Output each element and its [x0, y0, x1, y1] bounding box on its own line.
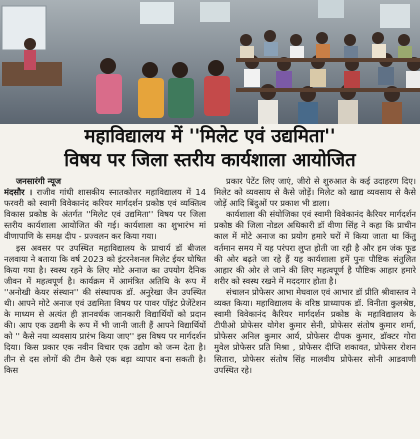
- headline-line-2: विषय पर जिला स्तरीय कार्यशाला आयोजित: [64, 150, 356, 171]
- paragraph: संचालन प्रोफेसर आभा मेघवाल एवं आभार डॉ प्रीति श्रीवास्तव ने व्यक्त किया। महाविद्यालय के वरिष्ठ प्राध्यापक डॉ. विनीता कुलश्रेष्ठ, स्वामी विवेकानंद कैरियर मार्गदर्शन प्रकोष्ठ के महाविद्यालय के टीपीओ प्रोफेसर योगेश कुमार सेनी, प्रोफेसर संतोष कुमार शर्मा, प्रोफेसर अनिल कुमार आर्य, प्रोफेसर दीपक कुमार, डॉक्टर गोरा मुवेल प्रोफेसर प्रति मिश्रा , प्रोफेसर दीप्ति शकावत, प्रोफेसर रोशन सितारा, प्रोफेसर संतोष सिंह मालवीय प्रोफेसर सोनी आडवाणी उपस्थित रहे।: [214, 286, 416, 375]
- dateline: मंदसौर ।: [4, 187, 33, 198]
- paragraph: राजीव गांधी शासकीय स्नातकोत्तर महाविद्यालय में 14 फरवरी को स्वामी विवेकानंद करियर मार्गदर्शन प्रकोष्ठ एवं व्यक्तित्व विकास प्रकोष्ठ के अंतर्गत ''मिलेट एवं उद्यमिता'' विषय पर जिला स्तरीय कार्यशाला आयोजित की गई। कार्यशाला का शुभारंभ मां वीणापाणि के समक्ष दीप - प्रज्वलन कर किया गया।: [4, 187, 206, 242]
- article-column-1: [4, 176, 206, 438]
- paragraph: कार्यशाला की संयोजिका एवं स्वामी विवेकानंद कैरियर मार्गदर्शन प्रकोष्ठ की जिला नोडल अधिकारी डॉ वीणा सिंह ने कहा कि प्राचीन काल में मोटे अनाज का प्रयोग हमारे घरों में किया जाता था किंतु वर्तमान समय में यह परंपरा लुप्त होती जा रही है और हम जंक फूड की ओर बढ़ते जा रहे हैं यह कार्यशाला हमें पुनः पौष्टिक संतुलित आहार की ओर ले जाने की लिए महत्वपूर्ण है पौष्टिक आहार हमारे शरीर को स्वस्थ रखने में मददगार होता है।: [214, 209, 416, 286]
- event-photo: [0, 0, 420, 124]
- article-column-2: [214, 176, 416, 438]
- headline-line-1: महाविद्यालय में ''मिलेट एवं उद्यमिता'': [84, 126, 336, 147]
- byline: जनसारंगी न्यूज: [16, 176, 62, 186]
- paragraph: प्रकार पेटेंट लिए जाएं, जीरो से शुरुआत के कई उदाहरण दिए। मिलेट को व्यवसाय से कैसे जोड़ें। मिलेट को खाद्य व्यवसाय से कैसे जोड़ें आदि बिंदुओं पर प्रकाश भी डाला।: [214, 176, 416, 209]
- article-body: [4, 176, 416, 438]
- headline: [0, 125, 420, 173]
- paragraph: इस अवसर पर उपस्थित महाविद्यालय के प्राचार्य डॉ बीजल नलवाया ने बताया कि वर्ष 2023 को इंटरनेशनल मिलेट ईयर घोषित किया गया है। स्वस्थ रहने के लिए मोटे अनाज का उपयोग दैनिक जीवन में महत्वपूर्ण है। कार्यक्रम में आमंत्रित अतिथि के रूप में ''अनोखी केयर संस्थान'' की संस्थापक डॉ. अनुरेखा जैन उपस्थित थी। आपने मोटे अनाज एवं उद्यमिता विषय पर पावर पॉइंट प्रेजेंटेशन के माध्यम से अत्यंत ही ज्ञानवर्धक जानकारी विद्यार्थियों को प्रदान की। आप एक उद्यमी के रूप में भी जानी जाती हैं आपने विद्यार्थियों को '' कैसे नया व्यवसाय प्रारंभ किया जाए'' इस विषय पर मार्गदर्शन दिया। किस प्रकार एक नवीन विचार एक उद्योग को जन्म देता है। तीन से दस लोगों की टीम कैसे एक बड़ा व्यापार बना सकती है। किस: [4, 242, 206, 375]
